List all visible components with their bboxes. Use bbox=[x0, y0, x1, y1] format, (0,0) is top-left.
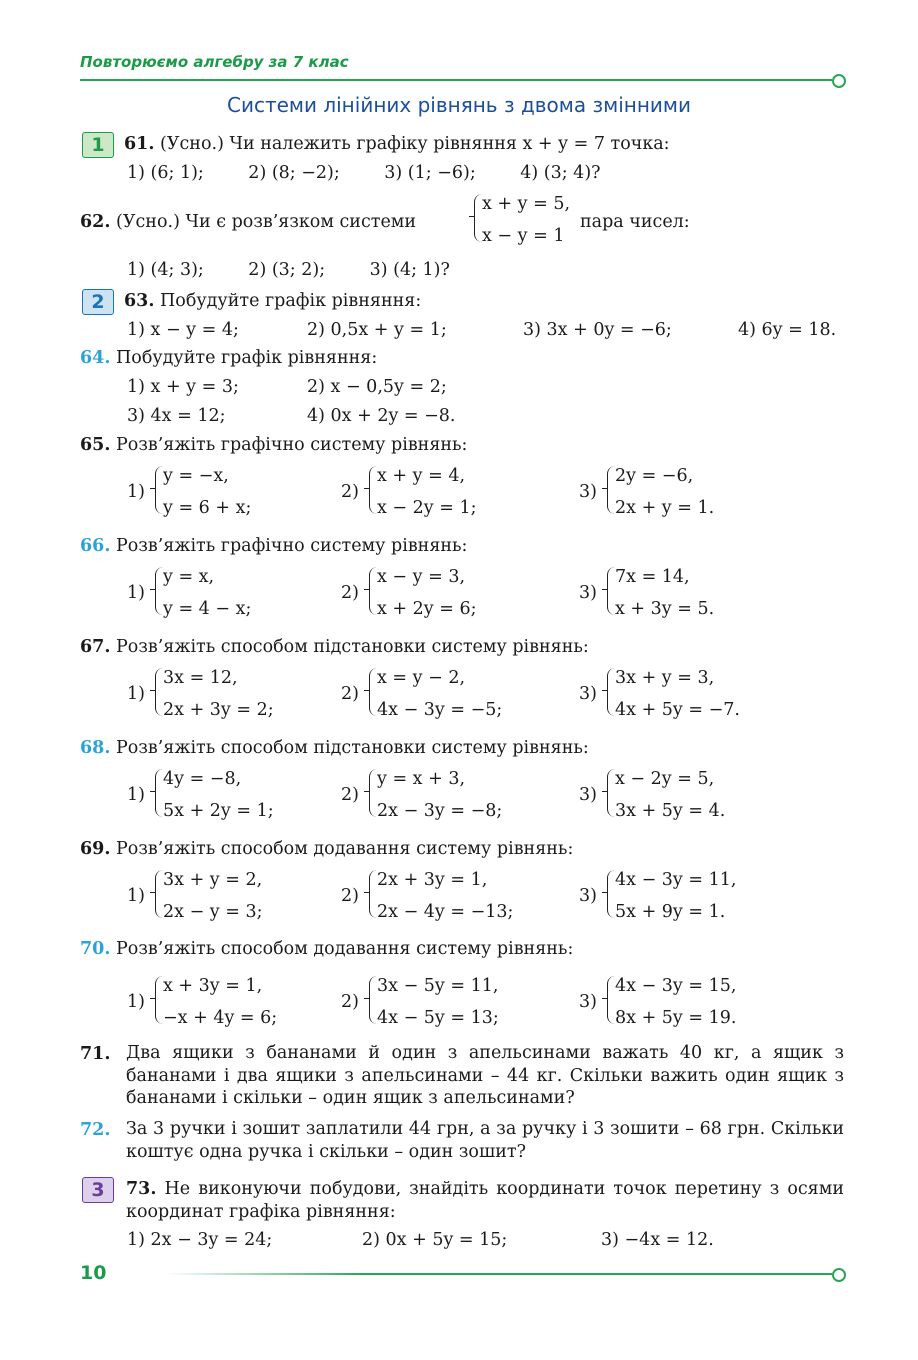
problem-68 bbox=[80, 737, 589, 759]
problem-text: Розв’яжіть способом додавання систему рівнянь: bbox=[116, 939, 574, 959]
level-badge-2: 2 bbox=[82, 289, 114, 315]
problem-69 bbox=[80, 838, 573, 860]
header-rule bbox=[80, 79, 832, 81]
equation-1: x = y − 2, bbox=[377, 668, 466, 688]
system-label: 2) bbox=[341, 482, 359, 502]
problem-61-answers: 1) (6; 1); 2) (8; −2); 3) (1; −6); 4) (3; 4)? bbox=[127, 163, 601, 183]
answer: 1) x + y = 3; bbox=[127, 377, 239, 397]
equation-1: 7x = 14, bbox=[615, 567, 690, 587]
equation-1: 4x − 3y = 15, bbox=[615, 976, 737, 996]
system-brace bbox=[369, 769, 377, 817]
system-brace bbox=[369, 668, 377, 716]
equation-1: x + y = 4, bbox=[377, 466, 466, 486]
system-brace bbox=[607, 668, 615, 716]
equation-2: 5x + 9y = 1. bbox=[615, 902, 726, 922]
equation-2: 2x − 4y = −13; bbox=[377, 902, 514, 922]
equation-1: 3x + y = 2, bbox=[163, 870, 263, 890]
equation-2: 2x − 3y = −8; bbox=[377, 801, 503, 821]
system-brace bbox=[607, 567, 615, 615]
equation-2: x − y = 1 bbox=[482, 226, 565, 246]
system-label: 2) bbox=[341, 684, 359, 704]
problem-62-answers: 1) (4; 3); 2) (3; 2); 3) (4; 1)? bbox=[127, 260, 450, 280]
system-label: 2) bbox=[341, 583, 359, 603]
problem-71-number bbox=[80, 1043, 110, 1065]
problem-66 bbox=[80, 535, 467, 557]
problem-62-tail: пара чисел: bbox=[580, 212, 690, 232]
problem-61 bbox=[124, 133, 670, 155]
equation-1: x − y = 3, bbox=[377, 567, 466, 587]
problem-number: 68. bbox=[80, 738, 111, 758]
system-brace bbox=[155, 668, 163, 716]
system-label: 2) bbox=[341, 785, 359, 805]
system-brace bbox=[607, 769, 615, 817]
problem-text: Побудуйте графік рівняння: bbox=[160, 291, 422, 311]
problem-number: 67. bbox=[80, 637, 111, 657]
system-label: 3) bbox=[579, 785, 597, 805]
equation-1: y = −x, bbox=[163, 466, 229, 486]
system-label: 3) bbox=[579, 992, 597, 1012]
system-brace bbox=[155, 769, 163, 817]
equation-1: 4x − 3y = 11, bbox=[615, 870, 737, 890]
system-label: 1) bbox=[127, 482, 145, 502]
problem-text: Розв’яжіть способом підстановки систему рівнянь: bbox=[116, 738, 589, 758]
problem-number: 72. bbox=[80, 1120, 111, 1140]
problem-number: 66. bbox=[80, 536, 111, 556]
problem-62 bbox=[80, 211, 416, 233]
problem-64 bbox=[80, 347, 377, 369]
equation-2: x − 2y = 1; bbox=[377, 498, 477, 518]
answer: 3) 3x + 0y = −6; bbox=[523, 320, 672, 340]
problem-number: 62. bbox=[80, 212, 111, 232]
answer: 1) 2x − 3y = 24; bbox=[127, 1230, 273, 1250]
system-brace bbox=[155, 976, 163, 1024]
problem-number: 73. bbox=[126, 1179, 157, 1199]
equation-2: x + 2y = 6; bbox=[377, 599, 477, 619]
answer: 2) 0x + 5y = 15; bbox=[362, 1230, 508, 1250]
answer: 1) x − y = 4; bbox=[127, 320, 239, 340]
problem-text: Розв’яжіть графічно систему рівнянь: bbox=[116, 435, 468, 455]
answer: 3) 4x = 12; bbox=[127, 406, 226, 426]
equation-1: 2x + 3y = 1, bbox=[377, 870, 488, 890]
equation-2: 4x + 5y = −7. bbox=[615, 700, 740, 720]
equation-2: y = 4 − x; bbox=[163, 599, 252, 619]
problem-text: Розв’яжіть способом підстановки систему рівнянь: bbox=[116, 637, 589, 657]
problem-number: 61. bbox=[124, 134, 155, 154]
footer-rule-end bbox=[832, 1268, 846, 1282]
equation-2: 2x − y = 3; bbox=[163, 902, 263, 922]
footer-rule bbox=[165, 1273, 832, 1275]
system-brace bbox=[369, 567, 377, 615]
system-label: 1) bbox=[127, 886, 145, 906]
problem-72-number bbox=[80, 1119, 110, 1141]
problem-72-text: За 3 ручки і зошит заплатили 44 грн, а за ручку і 3 зошити – 68 грн. Скільки коштує одна ручка і скільки – один зошит? bbox=[126, 1119, 844, 1162]
section-title: Системи лінійних рівнянь з двома змінними bbox=[226, 93, 692, 117]
equation-2: 2x + y = 1. bbox=[615, 498, 715, 518]
running-header: Повторюємо алгебру за 7 клас bbox=[80, 53, 349, 71]
equation-2: 5x + 2y = 1; bbox=[163, 801, 274, 821]
system-label: 3) bbox=[579, 482, 597, 502]
answer: 4) 6y = 18. bbox=[738, 320, 837, 340]
equation-2: 2x + 3y = 2; bbox=[163, 700, 274, 720]
equation-1: 3x − 5y = 11, bbox=[377, 976, 499, 996]
answer: 4) 0x + 2y = −8. bbox=[307, 406, 456, 426]
equation-1: y = x, bbox=[163, 567, 215, 587]
system-brace bbox=[369, 466, 377, 514]
problem-67 bbox=[80, 636, 589, 658]
level-badge-1: 1 bbox=[82, 132, 114, 158]
system-label: 2) bbox=[341, 992, 359, 1012]
system-brace bbox=[155, 466, 163, 514]
system-brace bbox=[155, 567, 163, 615]
answer: 2) 0,5x + y = 1; bbox=[307, 320, 447, 340]
system-label: 3) bbox=[579, 886, 597, 906]
equation-1: 4y = −8, bbox=[163, 769, 242, 789]
problem-number: 70. bbox=[80, 939, 111, 959]
problem-number: 63. bbox=[124, 291, 155, 311]
problem-text: Не виконуючи побудови, знайдіть координати точок перетину з осями координат графіка рівняння: bbox=[126, 1179, 844, 1222]
equation-2: 4x − 5y = 13; bbox=[377, 1008, 499, 1028]
problem-number: 65. bbox=[80, 435, 111, 455]
equation-2: 4x − 3y = −5; bbox=[377, 700, 503, 720]
problem-71-text: Два ящики з бананами й один з апельсинами важать 40 кг, а ящик з бананами і два ящики з апельсинами – 44 кг. Скільки важить один ящик з бананами і скільки – один ящик з апельсинами? bbox=[126, 1043, 844, 1108]
system-label: 3) bbox=[579, 583, 597, 603]
system-label: 1) bbox=[127, 583, 145, 603]
system-brace bbox=[369, 976, 377, 1024]
system-brace bbox=[607, 976, 615, 1024]
equation-2: 3x + 5y = 4. bbox=[615, 801, 726, 821]
system-label: 1) bbox=[127, 785, 145, 805]
equation-2: −x + 4y = 6; bbox=[163, 1008, 278, 1028]
problem-65 bbox=[80, 434, 467, 456]
system-brace bbox=[369, 870, 377, 918]
equation-2: x + 3y = 5. bbox=[615, 599, 715, 619]
problem-number: 69. bbox=[80, 839, 111, 859]
problem-number: 64. bbox=[80, 348, 111, 368]
equation-1: x + y = 5, bbox=[482, 194, 571, 214]
problem-63 bbox=[124, 290, 421, 312]
equation-1: 2y = −6, bbox=[615, 466, 694, 486]
problem-text: Розв’яжіть способом додавання систему рівнянь: bbox=[116, 839, 574, 859]
system-label: 2) bbox=[341, 886, 359, 906]
equation-1: 3x = 12, bbox=[163, 668, 238, 688]
system-label: 1) bbox=[127, 992, 145, 1012]
equation-1: 3x + y = 3, bbox=[615, 668, 715, 688]
equation-2: y = 6 + x; bbox=[163, 498, 252, 518]
problem-text: Побудуйте графік рівняння: bbox=[116, 348, 378, 368]
system-brace bbox=[607, 870, 615, 918]
system-brace bbox=[474, 194, 482, 242]
equation-1: y = x + 3, bbox=[377, 769, 466, 789]
problem-text: (Усно.) Чи належить графіку рівняння x + y = 7 точка: bbox=[160, 134, 670, 154]
answer: 2) x − 0,5y = 2; bbox=[307, 377, 447, 397]
problem-number: 71. bbox=[80, 1044, 111, 1064]
page-number: 10 bbox=[80, 1262, 107, 1284]
equation-1: x − 2y = 5, bbox=[615, 769, 715, 789]
problem-73-text bbox=[126, 1178, 844, 1223]
equation-2: 8x + 5y = 19. bbox=[615, 1008, 737, 1028]
header-rule-end bbox=[832, 74, 846, 88]
system-label: 1) bbox=[127, 684, 145, 704]
level-badge-3: 3 bbox=[82, 1177, 114, 1203]
system-brace bbox=[607, 466, 615, 514]
answer: 3) −4x = 12. bbox=[601, 1230, 714, 1250]
problem-text: Розв’яжіть графічно систему рівнянь: bbox=[116, 536, 468, 556]
system-label: 3) bbox=[579, 684, 597, 704]
problem-70 bbox=[80, 938, 573, 960]
problem-text: (Усно.) Чи є розв’язком системи bbox=[116, 212, 417, 232]
equation-1: x + 3y = 1, bbox=[163, 976, 263, 996]
system-brace bbox=[155, 870, 163, 918]
